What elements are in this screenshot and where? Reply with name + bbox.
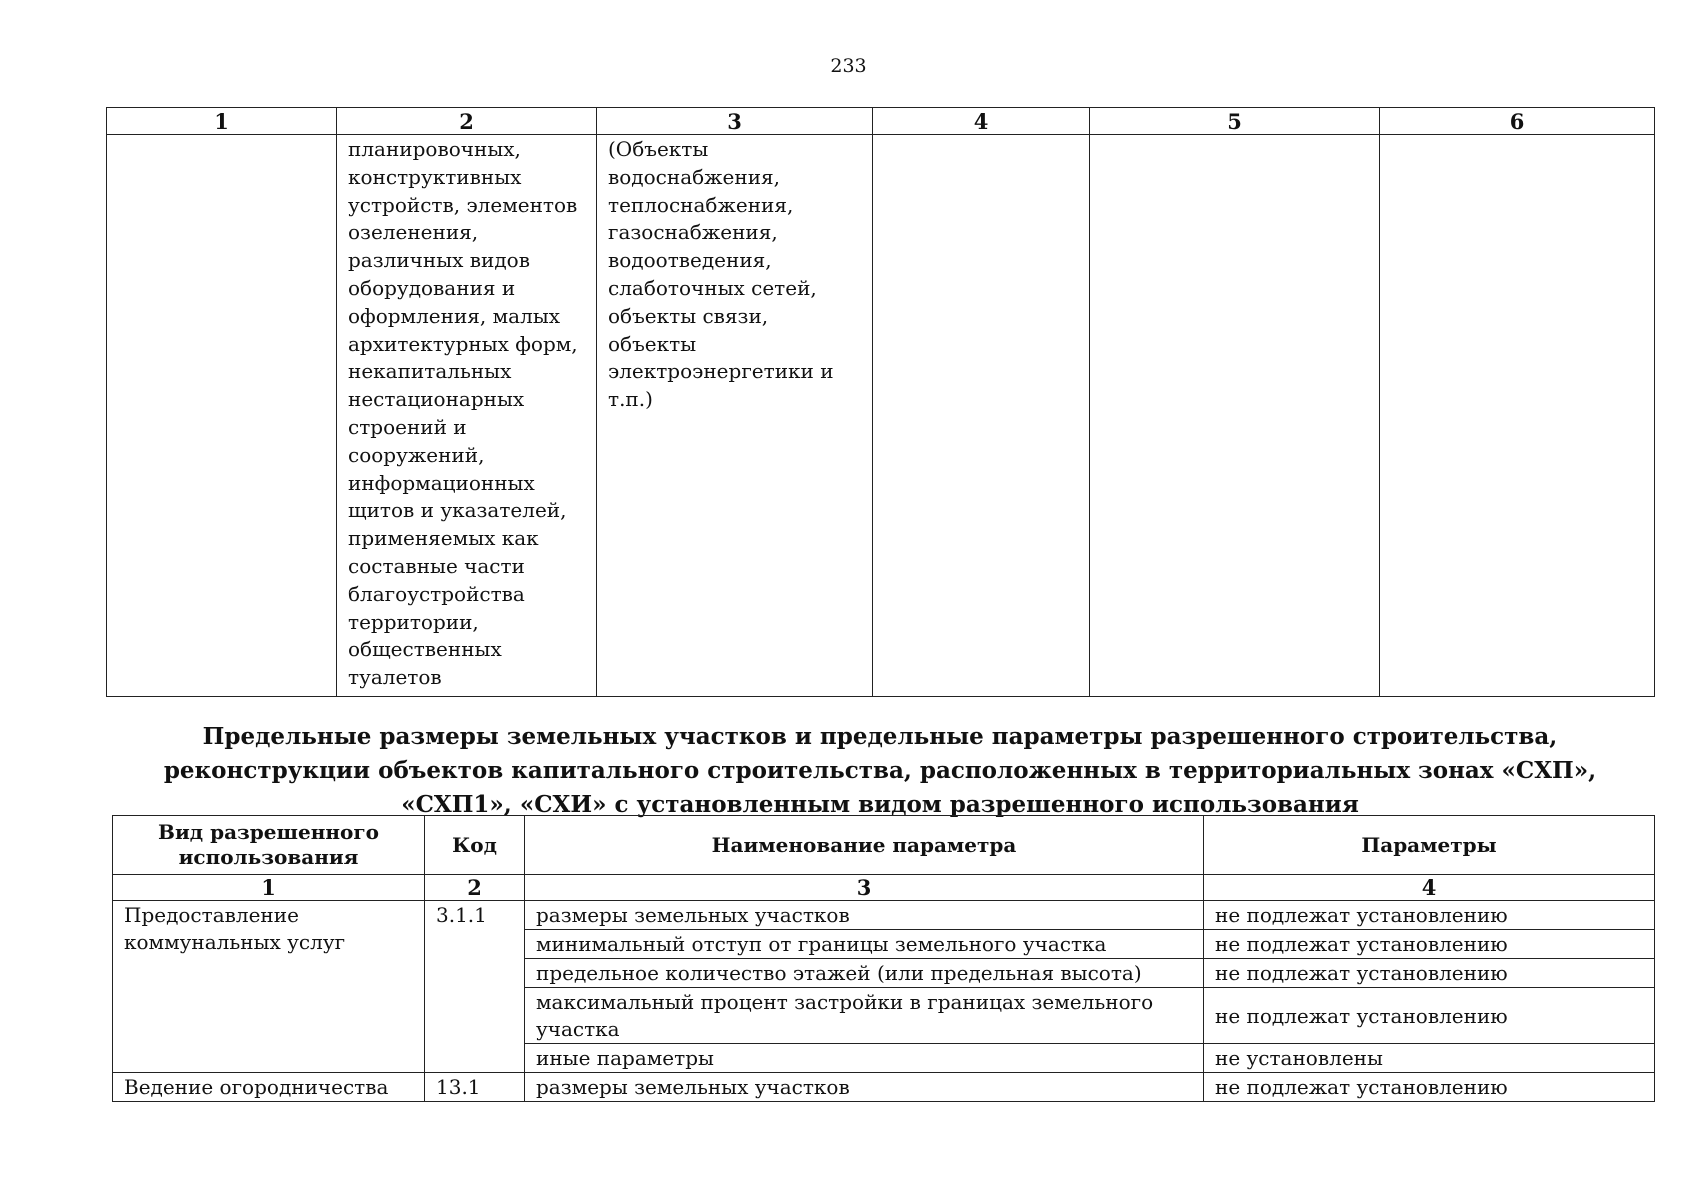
parameters-header-row xyxy=(113,816,1655,875)
use-type-cell: Предоставление коммунальных услуг xyxy=(113,901,425,1073)
param-value-cell: не подлежат установлению xyxy=(1204,1073,1655,1102)
column-number-3: 3 xyxy=(597,108,873,135)
continuation-cell-4 xyxy=(873,135,1090,697)
parameters-table xyxy=(112,815,1655,1102)
param-name-cell: минимальный отступ от границы земельного участка xyxy=(525,930,1204,959)
header-code: Код xyxy=(425,816,525,875)
column-number-2: 2 xyxy=(337,108,597,135)
continuation-cell-3: (Объекты водоснабжения, теплоснабжения, газоснабжения, водоотведения, слаботочных сетей, объекты связи, объекты электроэнергетики и т.п.) xyxy=(597,135,873,697)
page-number: 233 xyxy=(830,55,867,77)
param-value-cell: не подлежат установлению xyxy=(1204,959,1655,988)
table-row xyxy=(113,1073,1655,1102)
code-cell: 13.1 xyxy=(425,1073,525,1102)
column-number-4: 4 xyxy=(1204,875,1655,901)
param-name-cell: размеры земельных участков xyxy=(525,901,1204,930)
use-type-cell: Ведение огородничества xyxy=(113,1073,425,1102)
header-use-type: Вид разрешенного использования xyxy=(113,816,425,875)
continuation-table xyxy=(106,107,1655,697)
param-name-cell: размеры земельных участков xyxy=(525,1073,1204,1102)
continuation-cell-1 xyxy=(107,135,337,697)
param-name-cell: максимальный процент застройки в границах земельного участка xyxy=(525,988,1204,1044)
column-number-1: 1 xyxy=(113,875,425,901)
code-cell: 3.1.1 xyxy=(425,901,525,1073)
param-value-cell: не подлежат установлению xyxy=(1204,988,1655,1044)
param-name-cell: предельное количество этажей (или предельная высота) xyxy=(525,959,1204,988)
param-value-cell: не установлены xyxy=(1204,1044,1655,1073)
column-number-5: 5 xyxy=(1090,108,1380,135)
continuation-cell-2: планировочных, конструктивных устройств, элементов озеленения, различных видов оборудования и оформления, малых архитектурных форм, некапитальных нестационарных строений и сооружений, информационных щитов и указателей, применяемых как составные части благоустройства территории, общественных туалетов xyxy=(337,135,597,697)
continuation-header-row xyxy=(107,108,1655,135)
header-param-name: Наименование параметра xyxy=(525,816,1204,875)
section-title: Предельные размеры земельных участков и предельные параметры разрешенного строительства, реконструкции объектов капитального строительства, расположенных в территориальных зонах «СХП», «СХП1», «СХИ» с установленным видом разрешенного использования xyxy=(163,723,1597,818)
column-numbers-row xyxy=(113,875,1655,901)
param-value-cell: не подлежат установлению xyxy=(1204,930,1655,959)
table-row xyxy=(113,901,1655,930)
column-number-6: 6 xyxy=(1380,108,1655,135)
header-params: Параметры xyxy=(1204,816,1655,875)
column-number-3: 3 xyxy=(525,875,1204,901)
continuation-cell-6 xyxy=(1380,135,1655,697)
param-name-cell: иные параметры xyxy=(525,1044,1204,1073)
param-value-cell: не подлежат установлению xyxy=(1204,901,1655,930)
column-number-4: 4 xyxy=(873,108,1090,135)
continuation-row xyxy=(107,135,1655,697)
continuation-cell-5 xyxy=(1090,135,1380,697)
column-number-2: 2 xyxy=(425,875,525,901)
column-number-1: 1 xyxy=(107,108,337,135)
